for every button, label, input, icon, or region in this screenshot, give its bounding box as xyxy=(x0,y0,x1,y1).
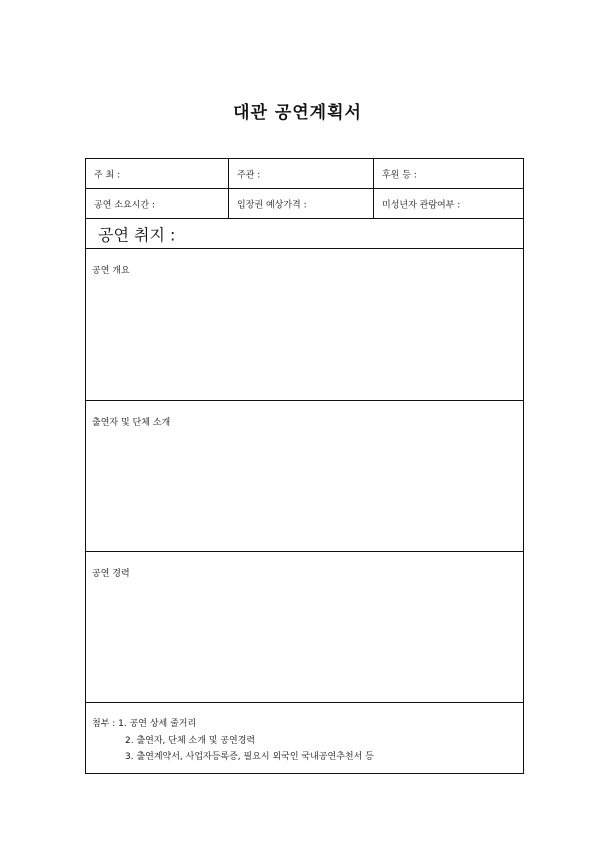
sponsor-cell[interactable] xyxy=(374,159,522,188)
performance-plan-form xyxy=(85,158,524,774)
document-title: 대관 공연계획서 xyxy=(233,103,362,123)
duration-label: 공연 소요시간 : xyxy=(94,200,155,210)
ticket-price-label: 입장권 예상가격 : xyxy=(237,200,307,210)
host-label: 주 최 : xyxy=(94,170,121,180)
attachments-section xyxy=(86,703,523,772)
attachment-item-1: 첨부 : 1. 공연 상세 줄거리 xyxy=(92,719,197,729)
duration-cell[interactable] xyxy=(86,189,229,218)
organizer-cell[interactable] xyxy=(229,159,374,188)
history-label: 공연 경력 xyxy=(92,569,130,579)
overview-label: 공연 개요 xyxy=(92,266,130,276)
minor-admission-cell[interactable] xyxy=(374,189,522,218)
purpose-label: 공연 취지 : xyxy=(98,225,176,244)
attachment-item-3: 3. 출연계약서, 사업자등록증, 필요시 외국인 국내공연추천서 등 xyxy=(125,752,374,762)
ticket-price-cell[interactable] xyxy=(229,189,374,218)
organizer-label: 주관 : xyxy=(237,170,261,180)
history-section[interactable] xyxy=(86,552,523,703)
attachment-item-2: 2. 출연자, 단체 소개 및 공연경력 xyxy=(125,735,256,746)
overview-section[interactable] xyxy=(86,249,523,401)
purpose-row[interactable] xyxy=(86,219,523,249)
attachments-list xyxy=(92,716,374,766)
sponsor-label: 후원 등 : xyxy=(382,170,417,180)
minor-admission-label: 미성년자 관람여부 : xyxy=(382,200,461,210)
host-row xyxy=(86,159,523,189)
performers-section[interactable] xyxy=(86,401,523,552)
performers-label: 출연자 및 단체 소개 xyxy=(92,418,171,428)
info-row xyxy=(86,189,523,219)
host-cell[interactable] xyxy=(86,159,229,188)
